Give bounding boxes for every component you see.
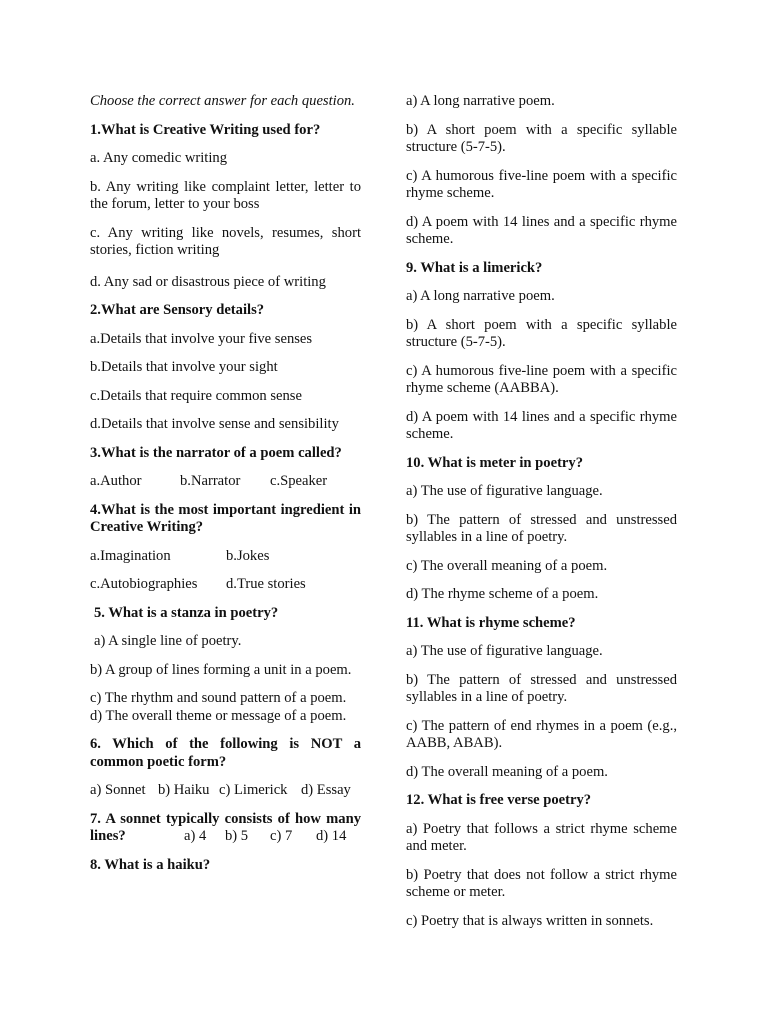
q3-option-c: c.Speaker bbox=[270, 473, 328, 489]
q10-option-a: a) The use of figurative language. bbox=[406, 483, 603, 499]
q11-option-d: d) The overall meaning of a poem. bbox=[406, 763, 608, 780]
q8-option-d: d) A poem with 14 lines and a specific rhyme scheme. bbox=[406, 213, 677, 247]
question-6: 6. Which of the following is NOT a common poetic form? bbox=[90, 736, 361, 770]
q6-option-b: b) Haiku bbox=[158, 782, 210, 798]
q4-option-c: c.Autobiographies bbox=[90, 576, 198, 592]
q11-option-a: a) The use of figurative language. bbox=[406, 643, 603, 659]
question-3: 3.What is the narrator of a poem called? bbox=[90, 444, 342, 461]
q9-option-a: a) A long narrative poem. bbox=[406, 288, 555, 304]
q7-option-c: c) 7 bbox=[270, 828, 293, 844]
q6-option-a: a) Sonnet bbox=[90, 782, 146, 798]
q1-option-a: a. Any comedic writing bbox=[90, 150, 227, 166]
q2-option-c: c.Details that require common sense bbox=[90, 387, 302, 404]
question-1: 1.What is Creative Writing used for? bbox=[90, 121, 321, 138]
q10-option-c: c) The overall meaning of a poem. bbox=[406, 557, 608, 574]
q11-option-b: b) The pattern of stressed and unstressed syllables in a line of poetry. bbox=[406, 671, 677, 705]
q9-option-d: d) A poem with 14 lines and a specific rhyme scheme. bbox=[406, 408, 677, 442]
q8-option-b: b) A short poem with a specific syllable structure (5-7-5). bbox=[406, 121, 677, 155]
right-column bbox=[406, 93, 677, 941]
q3-options-row bbox=[90, 473, 361, 491]
question-12: 12. What is free verse poetry? bbox=[406, 792, 592, 808]
q8-option-a: a) A long narrative poem. bbox=[406, 93, 555, 109]
question-2: 2.What are Sensory details? bbox=[90, 302, 265, 318]
q1-option-c: c. Any writing like novels, resumes, short stories, fiction writing bbox=[90, 224, 361, 258]
q2-option-b: b.Details that involve your sight bbox=[90, 359, 278, 375]
q6-options-row bbox=[90, 782, 361, 800]
q10-option-d: d) The rhyme scheme of a poem. bbox=[406, 586, 599, 602]
q7-option-a: a) 4 bbox=[184, 828, 207, 844]
q4-option-b: b.Jokes bbox=[226, 547, 270, 564]
q9-option-c: c) A humorous five-line poem with a specific rhyme scheme (AABBA). bbox=[406, 362, 677, 396]
q11-option-c: c) The pattern of end rhymes in a poem (e.g., AABB, ABAB). bbox=[406, 717, 677, 751]
q3-option-a: a.Author bbox=[90, 473, 142, 489]
q2-option-a: a.Details that involve your five senses bbox=[90, 330, 313, 347]
question-8: 8. What is a haiku? bbox=[90, 856, 211, 873]
q7-option-d: d) 14 bbox=[316, 828, 347, 844]
q9-option-b: b) A short poem with a specific syllable structure (5-7-5). bbox=[406, 316, 677, 350]
q6-option-c: c) Limerick bbox=[219, 782, 288, 798]
q10-option-b: b) The pattern of stressed and unstressed syllables in a line of poetry. bbox=[406, 511, 677, 545]
q4-options-row-1 bbox=[90, 548, 361, 566]
q4-option-d: d.True stories bbox=[226, 576, 306, 592]
q4-options-row-2 bbox=[90, 576, 361, 594]
q12-option-c: c) Poetry that is always written in sonnets. bbox=[406, 912, 654, 929]
question-10: 10. What is meter in poetry? bbox=[406, 454, 583, 471]
question-4: 4.What is the most important ingredient in Creative Writing? bbox=[90, 501, 361, 535]
left-column bbox=[90, 93, 361, 885]
q7-option-b: b) 5 bbox=[225, 828, 249, 844]
q7-options-row bbox=[184, 828, 346, 846]
q2-option-d: d.Details that involve sense and sensibility bbox=[90, 416, 339, 432]
question-7-block bbox=[90, 811, 361, 846]
question-7: 7. A sonnet typically consists of how many lines? bbox=[90, 810, 361, 844]
q1-option-d: d. Any sad or disastrous piece of writing bbox=[90, 273, 326, 290]
q12-option-a: a) Poetry that follows a strict rhyme scheme and meter. bbox=[406, 820, 677, 854]
q5-option-c: c) The rhythm and sound pattern of a poem. bbox=[90, 690, 347, 706]
question-9: 9. What is a limerick? bbox=[406, 259, 543, 276]
q12-option-b: b) Poetry that does not follow a strict rhyme scheme or meter. bbox=[406, 866, 677, 900]
q5-option-d: d) The overall theme or message of a poem. bbox=[90, 707, 347, 724]
q5-option-b: b) A group of lines forming a unit in a poem. bbox=[90, 661, 352, 678]
q5-option-a: a) A single line of poetry. bbox=[94, 633, 242, 649]
q3-option-b: b.Narrator bbox=[180, 473, 241, 489]
q1-option-b: b. Any writing like complaint letter, letter to the forum, letter to your boss bbox=[90, 178, 361, 212]
q8-option-c: c) A humorous five-line poem with a specific rhyme scheme. bbox=[406, 167, 677, 201]
instructions: Choose the correct answer for each question. bbox=[90, 93, 355, 109]
q6-option-d: d) Essay bbox=[301, 782, 351, 798]
question-5: 5. What is a stanza in poetry? bbox=[94, 604, 279, 621]
question-11: 11. What is rhyme scheme? bbox=[406, 614, 576, 631]
q4-option-a: a.Imagination bbox=[90, 547, 171, 564]
